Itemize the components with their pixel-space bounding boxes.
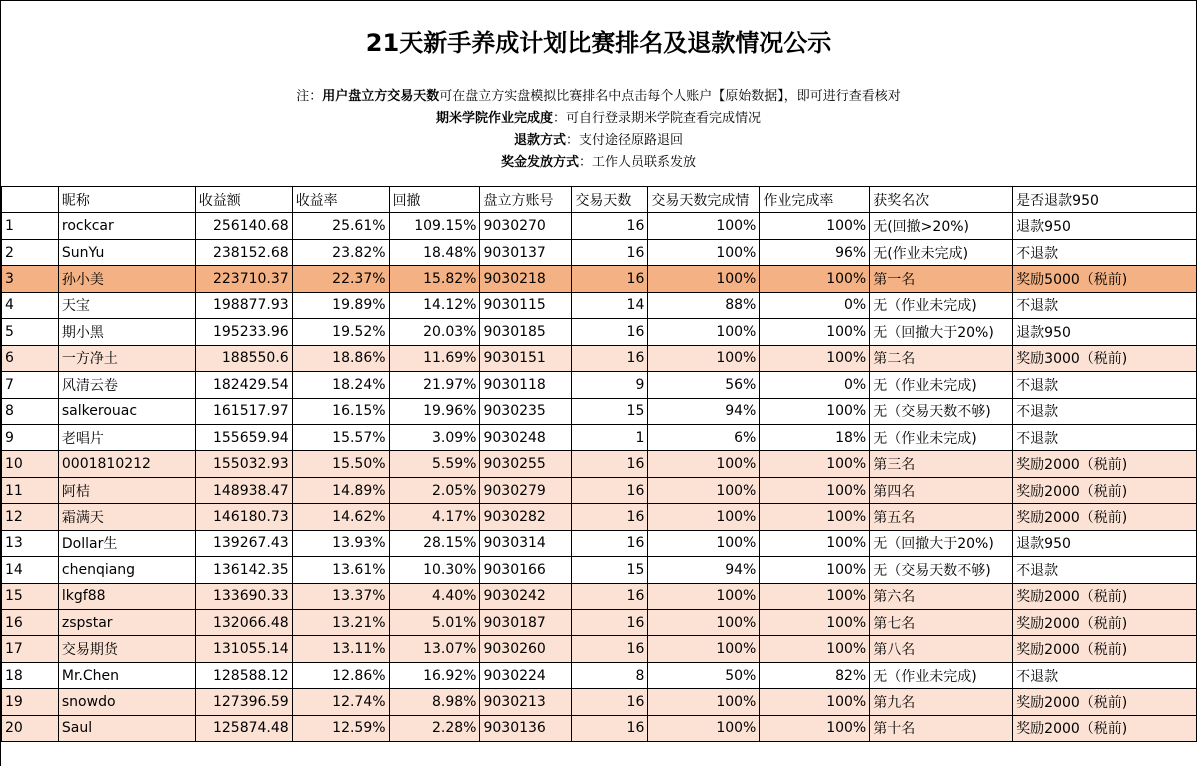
drawdown-cell[interactable]: 3.09% [389,424,480,450]
award-cell[interactable]: 无（作业未完成) [870,372,1013,398]
days-completion-cell[interactable]: 94% [648,398,760,424]
award-cell[interactable]: 无（作业未完成) [870,292,1013,318]
row-number-cell[interactable]: 7 [2,372,59,398]
profit-cell[interactable]: 195233.96 [195,319,292,345]
note-text-4: ：工作人员联系发放 [579,155,697,170]
homework-completion-cell[interactable]: 100% [760,319,870,345]
award-cell[interactable]: 第六名 [870,583,1013,609]
refund-cell[interactable]: 奖励2000（税前) [1013,610,1197,636]
table-row [2,292,1197,318]
row-number-cell[interactable]: 2 [2,239,59,265]
return-rate-cell[interactable]: 13.37% [292,583,389,609]
award-cell[interactable]: 无（交易天数不够) [870,557,1013,583]
trading-days-cell[interactable]: 16 [572,345,648,371]
refund-cell[interactable]: 退款950 [1013,213,1197,239]
drawdown-cell[interactable]: 2.05% [389,477,480,503]
account-cell[interactable]: 9030115 [480,292,572,318]
homework-completion-cell[interactable]: 100% [760,715,870,741]
nickname-cell[interactable]: 天宝 [58,292,195,318]
award-cell[interactable]: 第四名 [870,477,1013,503]
table-row [2,583,1197,609]
row-number-cell[interactable]: 4 [2,292,59,318]
profit-cell[interactable]: 133690.33 [195,583,292,609]
refund-cell[interactable]: 不退款 [1013,662,1197,688]
refund-cell[interactable]: 奖励2000（税前) [1013,504,1197,530]
award-cell[interactable]: 第八名 [870,636,1013,662]
trading-days-cell[interactable]: 1 [572,424,648,450]
trading-days-cell[interactable]: 16 [572,477,648,503]
trading-days-cell[interactable]: 16 [572,504,648,530]
nickname-cell[interactable]: Mr.Chen [58,662,195,688]
trading-days-cell[interactable]: 16 [572,689,648,715]
note-line-3 [1,130,1196,152]
profit-cell[interactable]: 131055.14 [195,636,292,662]
homework-completion-cell[interactable]: 100% [760,451,870,477]
days-completion-cell[interactable]: 100% [648,504,760,530]
drawdown-cell[interactable]: 28.15% [389,530,480,556]
profit-cell[interactable]: 256140.68 [195,213,292,239]
notes-block [1,86,1196,174]
table-row [2,715,1197,741]
refund-cell[interactable]: 不退款 [1013,239,1197,265]
days-completion-cell[interactable]: 100% [648,266,760,292]
account-cell[interactable]: 9030248 [480,424,572,450]
table-row [2,266,1197,292]
homework-completion-cell[interactable]: 100% [760,636,870,662]
days-completion-cell[interactable]: 94% [648,557,760,583]
nickname-cell[interactable]: 孙小美 [58,266,195,292]
profit-cell[interactable]: 188550.6 [195,345,292,371]
nickname-cell[interactable]: 一方净土 [58,345,195,371]
homework-completion-cell[interactable]: 100% [760,557,870,583]
homework-completion-cell[interactable]: 100% [760,266,870,292]
return-rate-cell[interactable]: 12.86% [292,662,389,688]
profit-cell[interactable]: 132066.48 [195,610,292,636]
trading-days-cell[interactable]: 16 [572,583,648,609]
drawdown-cell[interactable]: 10.30% [389,557,480,583]
days-completion-cell[interactable]: 50% [648,662,760,688]
homework-completion-cell[interactable]: 100% [760,504,870,530]
award-cell[interactable]: 第十名 [870,715,1013,741]
account-cell[interactable]: 9030314 [480,530,572,556]
header-cell[interactable]: 获奖名次 [870,187,1013,213]
trading-days-cell[interactable]: 8 [572,662,648,688]
profit-cell[interactable]: 139267.43 [195,530,292,556]
sheet-header [1,1,1197,186]
homework-completion-cell[interactable]: 0% [760,372,870,398]
days-completion-cell[interactable]: 100% [648,239,760,265]
award-cell[interactable]: 无（回撤大于20%) [870,530,1013,556]
row-number-cell[interactable]: 5 [2,319,59,345]
award-cell[interactable]: 无（作业未完成) [870,662,1013,688]
account-cell[interactable]: 9030213 [480,689,572,715]
account-cell[interactable]: 9030218 [480,266,572,292]
return-rate-cell[interactable]: 18.86% [292,345,389,371]
return-rate-cell[interactable]: 12.59% [292,715,389,741]
nickname-cell[interactable]: chenqiang [58,557,195,583]
profit-cell[interactable]: 125874.48 [195,715,292,741]
nickname-cell[interactable]: 老唱片 [58,424,195,450]
profit-cell[interactable]: 238152.68 [195,239,292,265]
refund-cell[interactable]: 奖励2000（税前) [1013,636,1197,662]
award-cell[interactable]: 第七名 [870,610,1013,636]
account-cell[interactable]: 9030185 [480,319,572,345]
trading-days-cell[interactable]: 14 [572,292,648,318]
days-completion-cell[interactable]: 100% [648,477,760,503]
header-cell[interactable]: 是否退款950 [1013,187,1197,213]
drawdown-cell[interactable]: 4.40% [389,583,480,609]
header-row [2,187,1197,213]
award-cell[interactable]: 无（回撤大于20%) [870,319,1013,345]
account-cell[interactable]: 9030260 [480,636,572,662]
header-cell[interactable]: 昵称 [58,187,195,213]
row-number-cell[interactable]: 13 [2,530,59,556]
refund-cell[interactable]: 奖励2000（税前) [1013,689,1197,715]
account-cell[interactable]: 9030118 [480,372,572,398]
return-rate-cell[interactable]: 25.61% [292,213,389,239]
homework-completion-cell[interactable]: 0% [760,292,870,318]
profit-cell[interactable]: 223710.37 [195,266,292,292]
header-cell[interactable]: 作业完成率 [760,187,870,213]
drawdown-cell[interactable]: 20.03% [389,319,480,345]
table-row [2,557,1197,583]
drawdown-cell[interactable]: 13.07% [389,636,480,662]
row-number-cell[interactable]: 12 [2,504,59,530]
header-cell[interactable]: 盘立方账号 [480,187,572,213]
drawdown-cell[interactable]: 21.97% [389,372,480,398]
profit-cell[interactable]: 146180.73 [195,504,292,530]
table-row [2,372,1197,398]
homework-completion-cell[interactable]: 82% [760,662,870,688]
profit-cell[interactable]: 127396.59 [195,689,292,715]
return-rate-cell[interactable]: 13.11% [292,636,389,662]
trading-days-cell[interactable]: 16 [572,530,648,556]
note-bold-4: 奖金发放方式 [500,155,579,170]
homework-completion-cell[interactable]: 100% [760,689,870,715]
nickname-cell[interactable]: 阿桔 [58,477,195,503]
account-cell[interactable]: 9030166 [480,557,572,583]
nickname-cell[interactable]: 0001810212 [58,451,195,477]
return-rate-cell[interactable]: 22.37% [292,266,389,292]
drawdown-cell[interactable]: 19.96% [389,398,480,424]
refund-cell[interactable]: 不退款 [1013,398,1197,424]
row-number-cell[interactable]: 11 [2,477,59,503]
table-row [2,662,1197,688]
homework-completion-cell[interactable]: 96% [760,239,870,265]
drawdown-cell[interactable]: 14.12% [389,292,480,318]
award-cell[interactable]: 无(作业未完成) [870,239,1013,265]
drawdown-cell[interactable]: 5.01% [389,610,480,636]
nickname-cell[interactable]: snowdo [58,689,195,715]
nickname-cell[interactable]: 霜满天 [58,504,195,530]
trading-days-cell[interactable]: 16 [572,239,648,265]
profit-cell[interactable]: 161517.97 [195,398,292,424]
days-completion-cell[interactable]: 100% [648,345,760,371]
drawdown-cell[interactable]: 18.48% [389,239,480,265]
return-rate-cell[interactable]: 15.50% [292,451,389,477]
account-cell[interactable]: 9030187 [480,610,572,636]
return-rate-cell[interactable]: 14.89% [292,477,389,503]
refund-cell[interactable]: 不退款 [1013,557,1197,583]
page-title: 21天新手养成计划比赛排名及退款情况公示 [365,29,832,57]
table-row [2,451,1197,477]
note-text-2: ：可自行登录期米学院查看完成情况 [553,111,762,126]
table-row [2,239,1197,265]
days-completion-cell[interactable]: 100% [648,715,760,741]
return-rate-cell[interactable]: 23.82% [292,239,389,265]
trading-days-cell[interactable]: 16 [572,610,648,636]
note-bold-2: 期米学院作业完成度 [435,111,553,126]
table-row [2,319,1197,345]
row-number-cell[interactable]: 17 [2,636,59,662]
refund-cell[interactable]: 奖励3000（税前) [1013,345,1197,371]
return-rate-cell[interactable]: 16.15% [292,398,389,424]
refund-cell[interactable]: 退款950 [1013,530,1197,556]
account-cell[interactable]: 9030151 [480,345,572,371]
note-line-2 [1,108,1196,130]
table-row [2,424,1197,450]
return-rate-cell[interactable]: 19.89% [292,292,389,318]
refund-cell[interactable]: 不退款 [1013,424,1197,450]
return-rate-cell[interactable]: 19.52% [292,319,389,345]
table-row [2,504,1197,530]
row-number-cell[interactable]: 19 [2,689,59,715]
trading-days-cell[interactable]: 16 [572,636,648,662]
account-cell[interactable]: 9030279 [480,477,572,503]
return-rate-cell[interactable]: 13.21% [292,610,389,636]
homework-completion-cell[interactable]: 100% [760,345,870,371]
account-cell[interactable]: 9030242 [480,583,572,609]
nickname-cell[interactable]: SunYu [58,239,195,265]
trading-days-cell[interactable]: 16 [572,213,648,239]
header-cell[interactable] [2,187,59,213]
refund-cell[interactable]: 奖励2000（税前) [1013,583,1197,609]
trading-days-cell[interactable]: 15 [572,557,648,583]
table-row [2,398,1197,424]
trading-days-cell[interactable]: 15 [572,398,648,424]
account-cell[interactable]: 9030136 [480,715,572,741]
header-cell[interactable]: 交易天数完成情 [648,187,760,213]
nickname-cell[interactable]: lkgf88 [58,583,195,609]
return-rate-cell[interactable]: 14.62% [292,504,389,530]
return-rate-cell[interactable]: 12.74% [292,689,389,715]
table-row [2,345,1197,371]
refund-cell[interactable]: 退款950 [1013,319,1197,345]
drawdown-cell[interactable]: 15.82% [389,266,480,292]
refund-cell[interactable]: 奖励2000（税前) [1013,715,1197,741]
nickname-cell[interactable]: 风清云卷 [58,372,195,398]
drawdown-cell[interactable]: 109.15% [389,213,480,239]
award-cell[interactable]: 无（交易天数不够) [870,398,1013,424]
header-cell[interactable]: 交易天数 [572,187,648,213]
account-cell[interactable]: 9030137 [480,239,572,265]
refund-cell[interactable]: 不退款 [1013,292,1197,318]
award-cell[interactable]: 第九名 [870,689,1013,715]
note-bold-1: 用户盘立方交易天数 [322,89,440,104]
return-rate-cell[interactable]: 15.57% [292,424,389,450]
row-number-cell[interactable]: 6 [2,345,59,371]
refund-cell[interactable]: 奖励2000（税前) [1013,477,1197,503]
award-cell[interactable]: 无（作业未完成) [870,424,1013,450]
note-text-1: 可在盘立方实盘模拟比赛排名中点击每个人账户【原始数据】，即可进行查看核对 [439,89,901,104]
drawdown-cell[interactable]: 8.98% [389,689,480,715]
table-row [2,530,1197,556]
nickname-cell[interactable]: 期小黑 [58,319,195,345]
row-number-cell[interactable]: 14 [2,557,59,583]
row-number-cell[interactable]: 1 [2,213,59,239]
drawdown-cell[interactable]: 16.92% [389,662,480,688]
nickname-cell[interactable]: zspstar [58,610,195,636]
drawdown-cell[interactable]: 5.59% [389,451,480,477]
table-row [2,213,1197,239]
days-completion-cell[interactable]: 100% [648,583,760,609]
award-cell[interactable]: 第一名 [870,266,1013,292]
row-number-cell[interactable]: 3 [2,266,59,292]
header-cell[interactable]: 收益额 [195,187,292,213]
profit-cell[interactable]: 182429.54 [195,372,292,398]
days-completion-cell[interactable]: 6% [648,424,760,450]
profit-cell[interactable]: 136142.35 [195,557,292,583]
nickname-cell[interactable]: Saul [58,715,195,741]
row-number-cell[interactable]: 20 [2,715,59,741]
drawdown-cell[interactable]: 2.28% [389,715,480,741]
table-row [2,689,1197,715]
row-number-cell[interactable]: 9 [2,424,59,450]
note-prefix: 注： [296,89,323,104]
homework-completion-cell[interactable]: 100% [760,610,870,636]
days-completion-cell[interactable]: 100% [648,610,760,636]
days-completion-cell[interactable]: 88% [648,292,760,318]
note-text-3: ：支付途径原路退回 [566,133,684,148]
award-cell[interactable]: 第三名 [870,451,1013,477]
row-number-cell[interactable]: 10 [2,451,59,477]
refund-cell[interactable]: 不退款 [1013,372,1197,398]
award-cell[interactable]: 第五名 [870,504,1013,530]
account-cell[interactable]: 9030270 [480,213,572,239]
table-row [2,610,1197,636]
days-completion-cell[interactable]: 100% [648,530,760,556]
nickname-cell[interactable]: 交易期货 [58,636,195,662]
return-rate-cell[interactable]: 18.24% [292,372,389,398]
nickname-cell[interactable]: salkerouac [58,398,195,424]
refund-cell[interactable]: 奖励2000（税前) [1013,451,1197,477]
profit-cell[interactable]: 198877.93 [195,292,292,318]
trading-days-cell[interactable]: 9 [572,372,648,398]
nickname-cell[interactable]: rockcar [58,213,195,239]
homework-completion-cell[interactable]: 100% [760,398,870,424]
days-completion-cell[interactable]: 100% [648,689,760,715]
ranking-table [1,186,1197,742]
table-row [2,477,1197,503]
trading-days-cell[interactable]: 16 [572,451,648,477]
homework-completion-cell[interactable]: 18% [760,424,870,450]
homework-completion-cell[interactable]: 100% [760,477,870,503]
days-completion-cell[interactable]: 100% [648,451,760,477]
nickname-cell[interactable]: Dollar生 [58,530,195,556]
account-cell[interactable]: 9030235 [480,398,572,424]
note-bold-3: 退款方式 [513,133,566,148]
row-number-cell[interactable]: 15 [2,583,59,609]
homework-completion-cell[interactable]: 100% [760,213,870,239]
days-completion-cell[interactable]: 100% [648,636,760,662]
table-row [2,636,1197,662]
header-cell[interactable]: 回撤 [389,187,480,213]
header-cell[interactable]: 收益率 [292,187,389,213]
days-completion-cell[interactable]: 100% [648,319,760,345]
note-line-4 [1,152,1196,174]
return-rate-cell[interactable]: 13.93% [292,530,389,556]
award-cell[interactable]: 第二名 [870,345,1013,371]
account-cell[interactable]: 9030224 [480,662,572,688]
award-cell[interactable]: 无(回撤>20%) [870,213,1013,239]
days-completion-cell[interactable]: 100% [648,213,760,239]
profit-cell[interactable]: 148938.47 [195,477,292,503]
row-number-cell[interactable]: 18 [2,662,59,688]
refund-cell[interactable]: 奖励5000（税前) [1013,266,1197,292]
account-cell[interactable]: 9030282 [480,504,572,530]
trading-days-cell[interactable]: 16 [572,715,648,741]
row-number-cell[interactable]: 8 [2,398,59,424]
account-cell[interactable]: 9030255 [480,451,572,477]
return-rate-cell[interactable]: 13.61% [292,557,389,583]
trading-days-cell[interactable]: 16 [572,319,648,345]
profit-cell[interactable]: 128588.12 [195,662,292,688]
trading-days-cell[interactable]: 16 [572,266,648,292]
drawdown-cell[interactable]: 4.17% [389,504,480,530]
days-completion-cell[interactable]: 56% [648,372,760,398]
profit-cell[interactable]: 155659.94 [195,424,292,450]
profit-cell[interactable]: 155032.93 [195,451,292,477]
homework-completion-cell[interactable]: 100% [760,583,870,609]
row-number-cell[interactable]: 16 [2,610,59,636]
table-body [2,187,1197,742]
note-line-1 [1,86,1196,108]
drawdown-cell[interactable]: 11.69% [389,345,480,371]
homework-completion-cell[interactable]: 100% [760,530,870,556]
